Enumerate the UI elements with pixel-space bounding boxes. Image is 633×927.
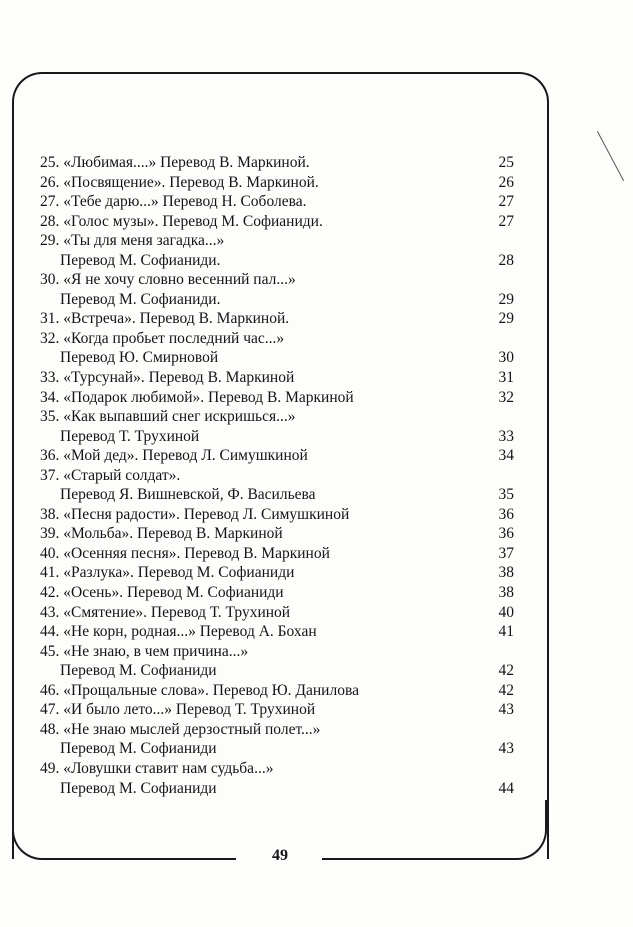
- toc-entry: [40, 700, 518, 720]
- toc-entry: [40, 309, 518, 329]
- toc-entry-title-line: [40, 700, 518, 720]
- toc-entry-text: 31. «Встреча». Перевод В. Маркиной.: [40, 310, 290, 328]
- toc-entry-text: 42. «Осень». Перевод М. Софианиди: [40, 584, 284, 602]
- toc-entry: [40, 368, 518, 388]
- toc-entry-translator-line: [40, 427, 518, 447]
- toc-entry-text: 40. «Осенняя песня». Перевод В. Маркиной: [40, 544, 330, 562]
- toc-entry-text: 32. «Когда пробьет последний час...»: [40, 329, 285, 347]
- table-of-contents: [40, 153, 518, 798]
- toc-entry-text: 33. «Турсунай». Перевод В. Маркиной: [40, 369, 295, 387]
- toc-entry-page-number: 40: [498, 603, 514, 621]
- page-border-bottom-left: [12, 800, 236, 860]
- toc-entry-page-number: 36: [498, 525, 514, 543]
- toc-entry-text: 37. «Старый солдат».: [40, 466, 181, 484]
- toc-entry: [40, 505, 518, 525]
- toc-entry-title-line: [40, 192, 518, 212]
- toc-entry-translator-line: [40, 661, 518, 681]
- toc-entry-title-line: [40, 231, 518, 251]
- toc-entry-page-number: 25: [498, 154, 514, 171]
- toc-entry-title-line: [40, 309, 518, 329]
- toc-entry-text: 38. «Песня радости». Перевод Л. Симушкиной: [40, 505, 350, 523]
- toc-entry-text: 47. «И было лето...» Перевод Т. Трухиной: [40, 701, 316, 719]
- toc-entry: [40, 388, 518, 408]
- toc-entry-text: 46. «Прощальные слова». Перевод Ю. Данилова: [40, 681, 359, 699]
- toc-entry-text: 44. «Не корн, родная...» Перевод А. Бохан: [40, 623, 317, 641]
- toc-entry-text: 45. «Не знаю, в чем причина...»: [40, 642, 249, 660]
- toc-entry-title-line: [40, 505, 518, 525]
- toc-entry-text: Перевод Ю. Смирновой: [60, 349, 219, 367]
- toc-entry-page-number: 29: [498, 310, 514, 328]
- toc-entry: [40, 642, 518, 681]
- toc-entry-title-line: [40, 524, 518, 544]
- toc-entry: [40, 524, 518, 544]
- toc-entry-title-line: [40, 622, 518, 642]
- toc-entry-text: 48. «Не знаю мыслей дерзостный полет...»: [40, 720, 321, 738]
- toc-entry: [40, 681, 518, 701]
- toc-entry-page-number: 34: [498, 447, 514, 465]
- toc-entry: [40, 446, 518, 466]
- toc-entry: [40, 759, 518, 798]
- toc-entry-page-number: 27: [498, 212, 514, 230]
- toc-entry-text: Перевод Я. Вишневской, Ф. Васильева: [60, 486, 316, 504]
- toc-entry-page-number: 42: [498, 662, 514, 680]
- toc-entry: [40, 720, 518, 759]
- toc-entry-page-number: 28: [498, 251, 514, 269]
- toc-entry-page-number: 26: [498, 173, 514, 191]
- toc-entry-translator-line: [40, 485, 518, 505]
- toc-entry-page-number: 43: [498, 701, 514, 719]
- toc-entry-text: 41. «Разлука». Перевод М. Софианиди: [40, 564, 295, 582]
- toc-entry-translator-line: [40, 739, 518, 759]
- toc-entry-title-line: [40, 544, 518, 564]
- toc-entry-page-number: 42: [498, 681, 514, 699]
- toc-entry-title-line: [40, 583, 518, 603]
- toc-entry-text: 36. «Мой дед». Перевод Л. Симушкиной: [40, 447, 308, 465]
- toc-entry: [40, 407, 518, 446]
- toc-entry-title-line: [40, 368, 518, 388]
- toc-entry: [40, 544, 518, 564]
- toc-entry-page-number: 35: [498, 486, 514, 504]
- toc-entry-title-line: [40, 446, 518, 466]
- toc-entry-page-number: 27: [498, 193, 514, 211]
- toc-entry-translator-line: [40, 348, 518, 368]
- toc-entry-translator-line: [40, 251, 518, 271]
- toc-entry-title-line: [40, 466, 518, 486]
- toc-entry-title-line: [40, 212, 518, 232]
- toc-entry-title-line: [40, 681, 518, 701]
- toc-entry: [40, 583, 518, 603]
- toc-entry-text: Перевод М. Софианиди.: [60, 251, 221, 269]
- toc-entry-text: Перевод М. Софианиди.: [60, 290, 221, 308]
- toc-entry-title-line: [40, 407, 518, 427]
- toc-entry-text: 27. «Тебе дарю...» Перевод Н. Соболева.: [40, 193, 307, 211]
- toc-entry: [40, 329, 518, 368]
- page-number: 49: [272, 847, 288, 864]
- toc-entry-text: 35. «Как выпавший снег искришься...»: [40, 408, 296, 426]
- toc-entry-text: 34. «Подарок любимой». Перевод В. Маркиной: [40, 388, 354, 406]
- toc-entry-page-number: 44: [498, 779, 514, 797]
- toc-entry: [40, 270, 518, 309]
- toc-entry-text: 26. «Посвящение». Перевод В. Маркиной.: [40, 173, 319, 191]
- toc-entry-title-line: [40, 759, 518, 779]
- toc-entry: [40, 231, 518, 270]
- toc-entry-text: Перевод Т. Трухиной: [60, 427, 200, 445]
- toc-entry-page-number: 36: [498, 505, 514, 523]
- toc-entry-title-line: [40, 642, 518, 662]
- toc-entry: [40, 153, 518, 173]
- toc-entry-title-line: [40, 720, 518, 740]
- toc-entry-title-line: [40, 388, 518, 408]
- toc-entry-translator-line: [40, 779, 518, 799]
- toc-entry: [40, 192, 518, 212]
- toc-entry-title-line: [40, 270, 518, 290]
- toc-entry-text: 25. «Любимая....» Перевод В. Маркиной.: [40, 154, 310, 171]
- toc-entry-page-number: 32: [498, 388, 514, 406]
- toc-entry-title-line: [40, 173, 518, 193]
- toc-entry-text: 39. «Мольба». Перевод В. Маркиной: [40, 525, 283, 543]
- toc-entry-page-number: 30: [498, 349, 514, 367]
- toc-entry-page-number: 41: [498, 623, 514, 641]
- toc-entry-page-number: 33: [498, 427, 514, 445]
- toc-entry-text: 30. «Я не хочу словно весенний пал...»: [40, 271, 296, 289]
- toc-entry-title-line: [40, 329, 518, 349]
- toc-entry-text: 29. «Ты для меня загадка...»: [40, 232, 225, 250]
- toc-entry-text: Перевод М. Софианиди: [60, 779, 217, 797]
- toc-entry-text: Перевод М. Софианиди: [60, 662, 217, 680]
- page-border-bottom-right: [322, 800, 547, 860]
- toc-entry: [40, 603, 518, 623]
- toc-entry-text: 49. «Ловушки ставит нам судьба...»: [40, 759, 274, 777]
- toc-entry-title-line: [40, 153, 518, 173]
- toc-entry-page-number: 38: [498, 584, 514, 602]
- toc-entry-page-number: 29: [498, 290, 514, 308]
- toc-entry-text: 28. «Голос музы». Перевод М. Софианиди.: [40, 212, 323, 230]
- toc-entry-page-number: 38: [498, 564, 514, 582]
- toc-entry-title-line: [40, 603, 518, 623]
- toc-entry: [40, 173, 518, 193]
- toc-entry-translator-line: [40, 290, 518, 310]
- toc-entry-text: 43. «Смятение». Перевод Т. Трухиной: [40, 603, 291, 621]
- toc-entry: [40, 466, 518, 505]
- toc-entry-text: Перевод М. Софианиди: [60, 740, 217, 758]
- toc-entry-title-line: [40, 563, 518, 583]
- toc-entry: [40, 622, 518, 642]
- toc-entry: [40, 212, 518, 232]
- toc-entry-page-number: 37: [498, 544, 514, 562]
- stray-pen-mark: [597, 131, 624, 181]
- toc-entry-page-number: 31: [498, 369, 514, 387]
- toc-entry-page-number: 43: [498, 740, 514, 758]
- toc-entry: [40, 563, 518, 583]
